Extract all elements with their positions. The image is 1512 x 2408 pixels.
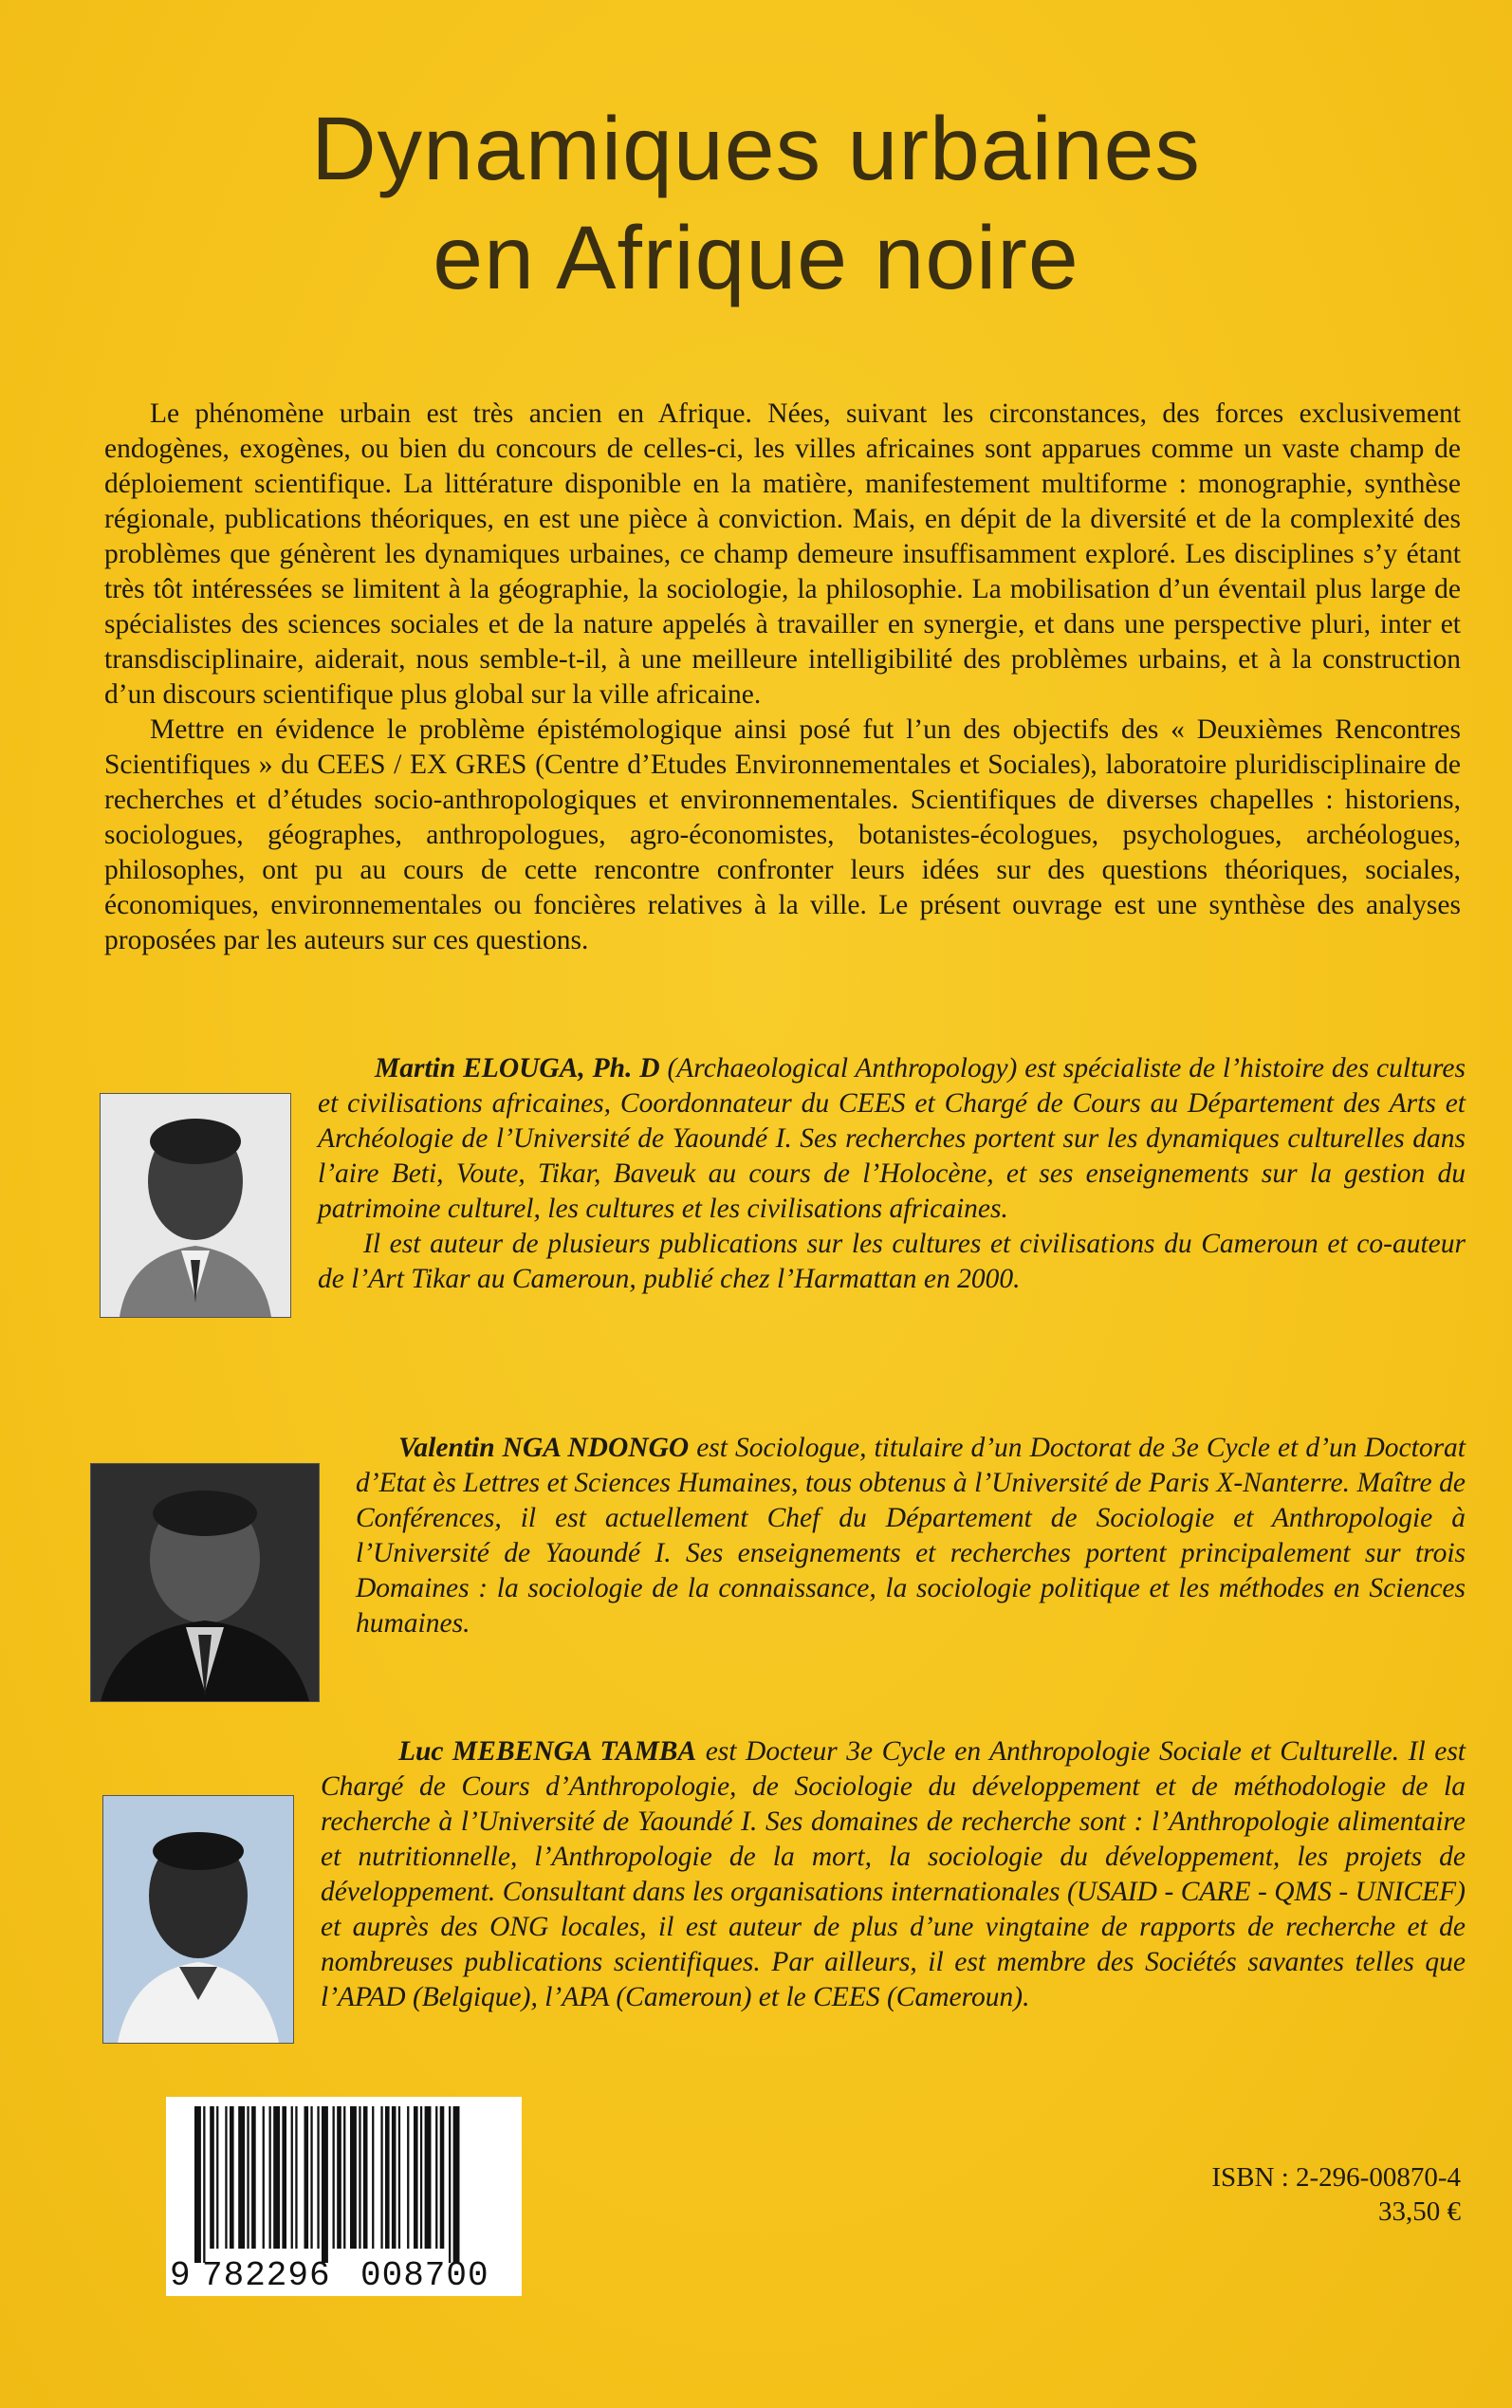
book-title [0,95,1512,313]
barcode-bar [263,2106,265,2249]
author-bio-nga-ndongo [356,1431,1466,1641]
barcode-bar [363,2106,368,2249]
barcode-bar [322,2106,328,2263]
title-line-2: en Afrique noire [433,208,1079,308]
barcode-bar [251,2106,256,2249]
barcode-bar [440,2106,445,2249]
barcode-bar [449,2106,451,2263]
barcode-bar [392,2106,396,2249]
isbn-number: ISBN : 2-296-00870-4 [1211,2162,1461,2193]
barcode-bar [380,2106,382,2249]
barcode-bar [210,2106,214,2249]
barcode-bar [343,2106,345,2249]
author-bio-mebenga-tamba [321,1734,1466,2015]
author-bio-elouga-body: (Archaeological Anthropology) est spécialiste de l’histoire des cultures et civilisations africaines, Coordonnateur du CEES et Chargé de Cours au Département des Arts et Archéologie de l’Université de Yaoundé I. Ses recherches portent sur les dynamiques culturelles dans l’aire Beti, Voute, Tikar, Baveuk au cours de l’Holocène, et ses enseignements sur la gestion du patrimoine culturel, les cultures et les civilisations africaines. [318,1053,1466,1224]
author-photo-elouga [100,1093,291,1318]
barcode-group-2: 008700 [360,2256,489,2295]
barcode-lead-digit: 9 [170,2256,192,2295]
barcode-bar [304,2106,309,2249]
barcode-bar [385,2106,390,2249]
author-bio-nga-ndongo-text [356,1431,1466,1641]
barcode-bar [230,2106,234,2249]
blurb-paragraph-1: Le phénomène urbain est très ancien en Afrique. Nées, suivant les circonstances, des forces exclusivement endogènes, exogènes, ou bien du concours de celles-ci, les villes africaines sont apparues comme un vaste champ de déploiement scientifique. La littérature disponible en la matière, manifestement multiforme : monographie, synthèse régionale, publications théoriques, en est une pièce à conviction. Mais, en dépit de la diversité et de la complexité des problèmes que génèrent les dynamiques urbaines, ce champ demeure insuffisamment exploré. Les disciplines s’y étant très tôt intéressées se limitent à la géographie, la sociologie, la philosophie. La mobilisation d’un éventail plus large de spécialistes des sciences sociales et de la nature appelés à travailler en synergie, et dans une perspective pluri, inter et transdisciplinaire, aiderait, nous semble-t-il, à une meilleure intelligibilité des problèmes urbains, et à la construction d’un discours scientifique plus global sur la ville africaine. [104,398,1461,710]
barcode-bar [398,2106,400,2249]
barcode-bar [310,2106,312,2249]
barcode-bar [295,2106,297,2249]
barcode [166,2097,522,2296]
barcode-bar [407,2106,409,2249]
barcode-group-1: 782296 [202,2256,331,2295]
barcode-bar [414,2106,418,2249]
author-bio-mebenga-tamba-body: est Docteur 3e Cycle en Anthropologie Sociale et Culturelle. Il est Chargé de Cours d’Anthropologie, de Sociologie du développement et de méthodologie de la recherche à l’Université de Yaoundé I. Ses domaines de recherche sont : l’Anthropologie alimentaire et nutritionnelle, l’Anthropologie de la mort, la sociologie du développement, les projets de développement. Consultant dans les organisations internationales (USAID - CARE - QMS - UNICEF) et auprès des ONG locales, il est auteur de plus d’une vingtaine de rapports de recherche et de nombreuses publications scientifiques. Par ailleurs, il est membre des Sociétés savantes telles que l’APAD (Belgique), l’APA (Cameroun) et le CEES (Cameroun). [321,1736,1466,2012]
author-photo-nga-ndongo [90,1463,320,1702]
barcode-bar [203,2106,205,2263]
barcode-bar [317,2106,319,2249]
price: 33,50 € [1378,2196,1461,2227]
barcode-bar [420,2106,422,2249]
barcode-bar [435,2106,437,2249]
author-name-elouga: Martin ELOUGA, Ph. D [375,1053,660,1084]
barcode-bar [282,2106,286,2249]
author-photo-mebenga-tamba [102,1795,294,2044]
barcode-bar [333,2106,335,2249]
barcode-bar [238,2106,245,2249]
barcode-bar [194,2106,201,2263]
barcode-bar [247,2106,249,2249]
barcode-bar [372,2106,374,2249]
author-bio-mebenga-tamba-text [321,1734,1466,2015]
barcode-bar [350,2106,357,2249]
barcode-bar [337,2106,341,2249]
barcode-bar [359,2106,360,2249]
barcode-bar [269,2106,271,2249]
barcode-bar [273,2106,280,2249]
barcode-bar [453,2106,460,2263]
author-name-mebenga-tamba: Luc MEBENGA TAMBA [398,1736,697,1767]
blurb [104,397,1461,958]
author-bio-elouga-text [318,1051,1466,1227]
author-bio-elouga [318,1051,1466,1297]
author-name-nga-ndongo: Valentin NGA NDONGO [398,1433,690,1463]
barcode-bar [225,2106,227,2249]
barcode-bar [425,2106,432,2249]
author-bio-elouga-publications: Il est auteur de plusieurs publications sur les cultures et civilisations du Cameroun et co-auteur de l’Art Tikar au Cameroun, publié chez l’Harmattan en 2000. [318,1229,1466,1294]
title-line-1: Dynamiques urbaines [311,99,1201,199]
blurb-paragraph-2: Mettre en évidence le problème épistémologique ainsi posé fut l’un des objectifs des « Deuxièmes Rencontres Scientifiques » du CEES / EX GRES (Centre d’Etudes Environnementales et Sociales), laboratoire pluridisciplinaire de recherches et d’études socio-anthropologiques et environnementales. Scientifiques de diverses chapelles : historiens, sociologues, géographes, anthropologues, agro-économistes, botanistes-écologues, psychologues, archéologues, philosophes, ont pu au cours de cette rencontre confronter leurs idées sur des questions théoriques, sociales, économiques, environnementales ou foncières relatives à la ville. Le présent ouvrage est une synthèse des analyses proposées par les auteurs sur ces questions. [104,714,1461,955]
barcode-digits [166,2256,522,2296]
barcode-bar [216,2106,218,2249]
barcode-bar [291,2106,293,2249]
barcode-bars [166,2097,522,2263]
isbn-block [1148,2160,1461,2229]
author-bio-nga-ndongo-body: est Sociologue, titulaire d’un Doctorat de 3e Cycle et d’un Doctorat d’Etat ès Lettres et Sciences Humaines, tous obtenus à l’Université de Paris X-Nanterre. Maître de Conférences, il est actuellement Chef du Département de Sociologie et Anthropologie à l’Université de Yaoundé I. Ses enseignements et recherches portent principalement sur trois Domaines : la sociologie de la connaissance, la sociologie politique et les méthodes en Sciences humaines. [356,1433,1466,1639]
